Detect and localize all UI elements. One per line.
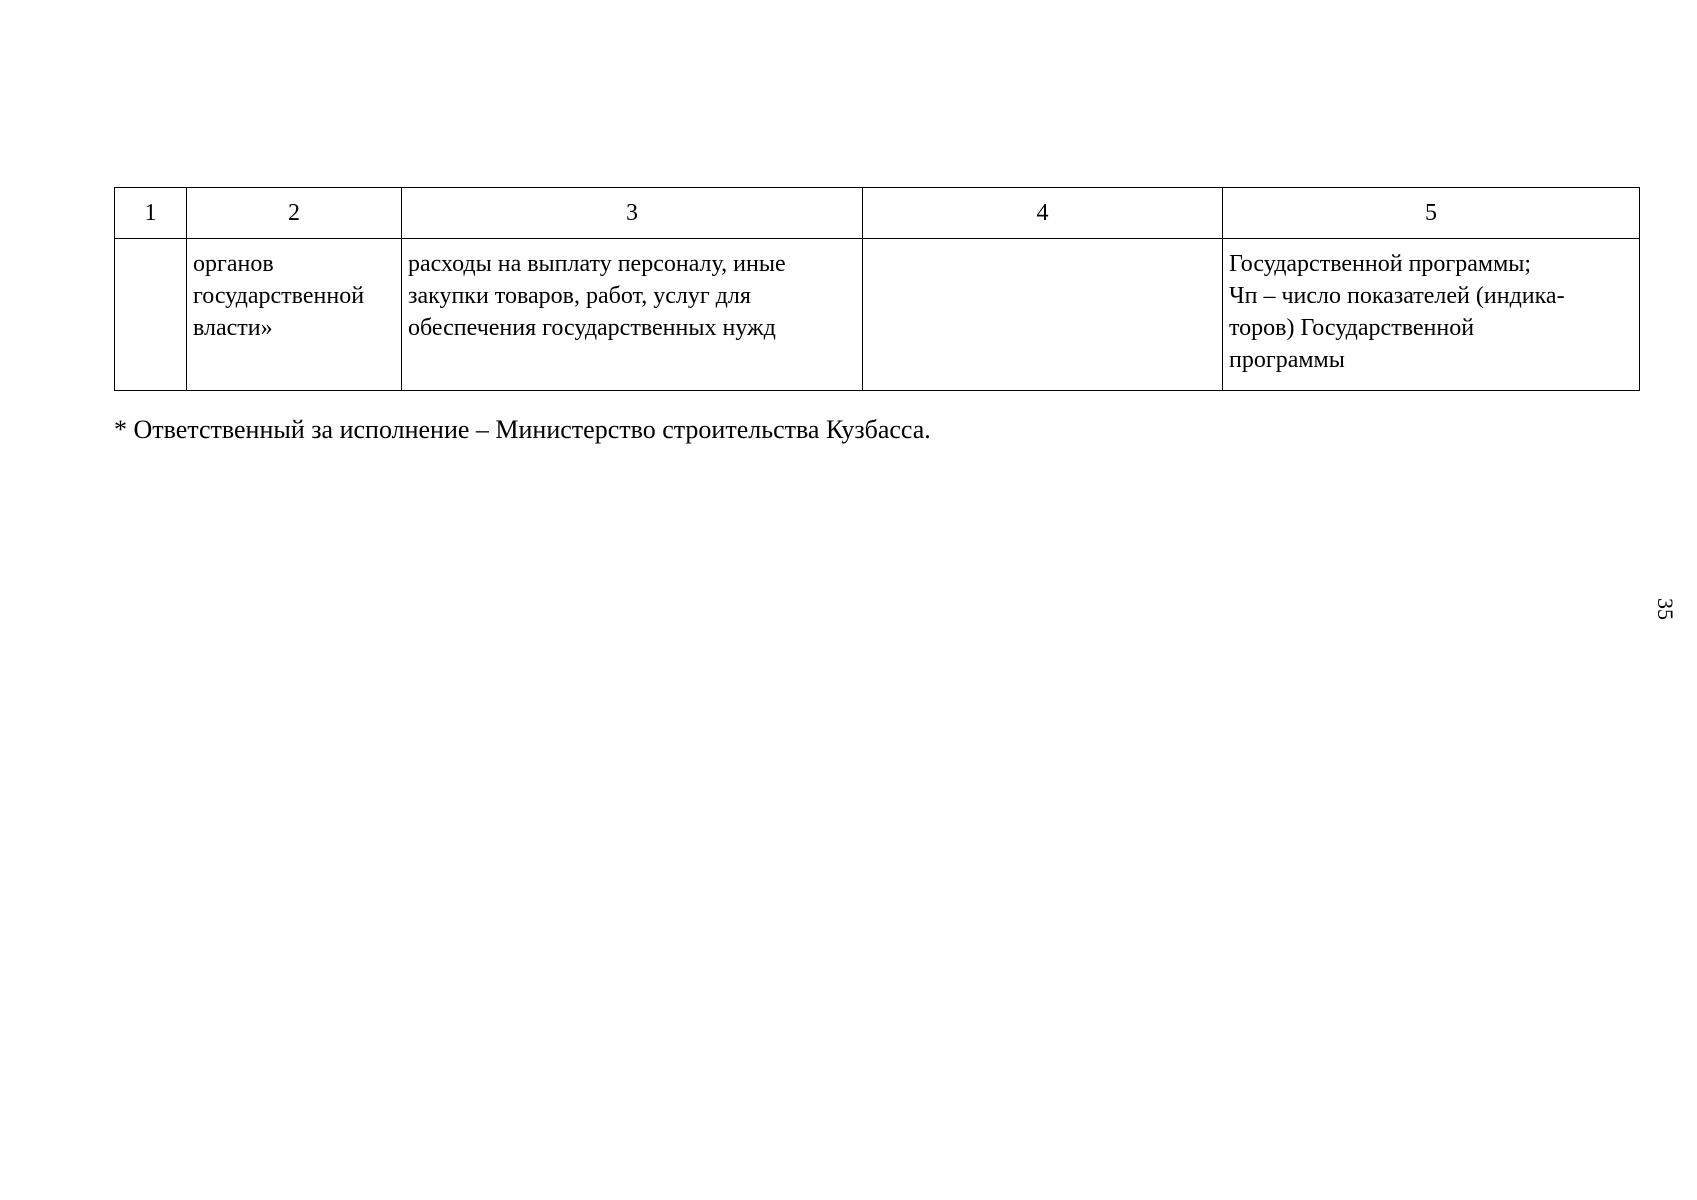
footnote: * Ответственный за исполнение – Министерство строительства Кузбасса. [114, 415, 931, 444]
header-cell-5: 5 [1223, 188, 1640, 239]
cell-text-line: органов [193, 251, 274, 277]
cell-text-line: программы [1229, 347, 1345, 373]
cell-text-line: Государственной программы; [1229, 251, 1532, 277]
page-number: 35 [1653, 598, 1678, 620]
header-cell-2: 2 [187, 188, 402, 239]
cell-text-line: расходы на выплату персоналу, иные [408, 251, 786, 277]
row-cell-number [115, 239, 187, 391]
table-row [115, 239, 1640, 391]
cell-text-line: Чп – число показателей (индика- [1229, 283, 1565, 309]
header-cell-1: 1 [115, 188, 187, 239]
header-cell-4: 4 [863, 188, 1223, 239]
document-table [114, 187, 1640, 391]
row-cell-name [187, 239, 402, 391]
row-cell-expenses [402, 239, 863, 391]
cell-text-line: государственной [193, 283, 365, 309]
cell-text-line: торов) Государственной [1229, 315, 1475, 341]
row-cell-formula [1223, 239, 1640, 391]
cell-text-line: власти» [193, 315, 273, 341]
cell-text-line: обеспечения государственных нужд [408, 315, 776, 341]
cell-text-line: закупки товаров, работ, услуг для [408, 283, 751, 309]
header-cell-3: 3 [402, 188, 863, 239]
row-cell-empty [863, 239, 1223, 391]
table-header-row [115, 188, 1640, 239]
